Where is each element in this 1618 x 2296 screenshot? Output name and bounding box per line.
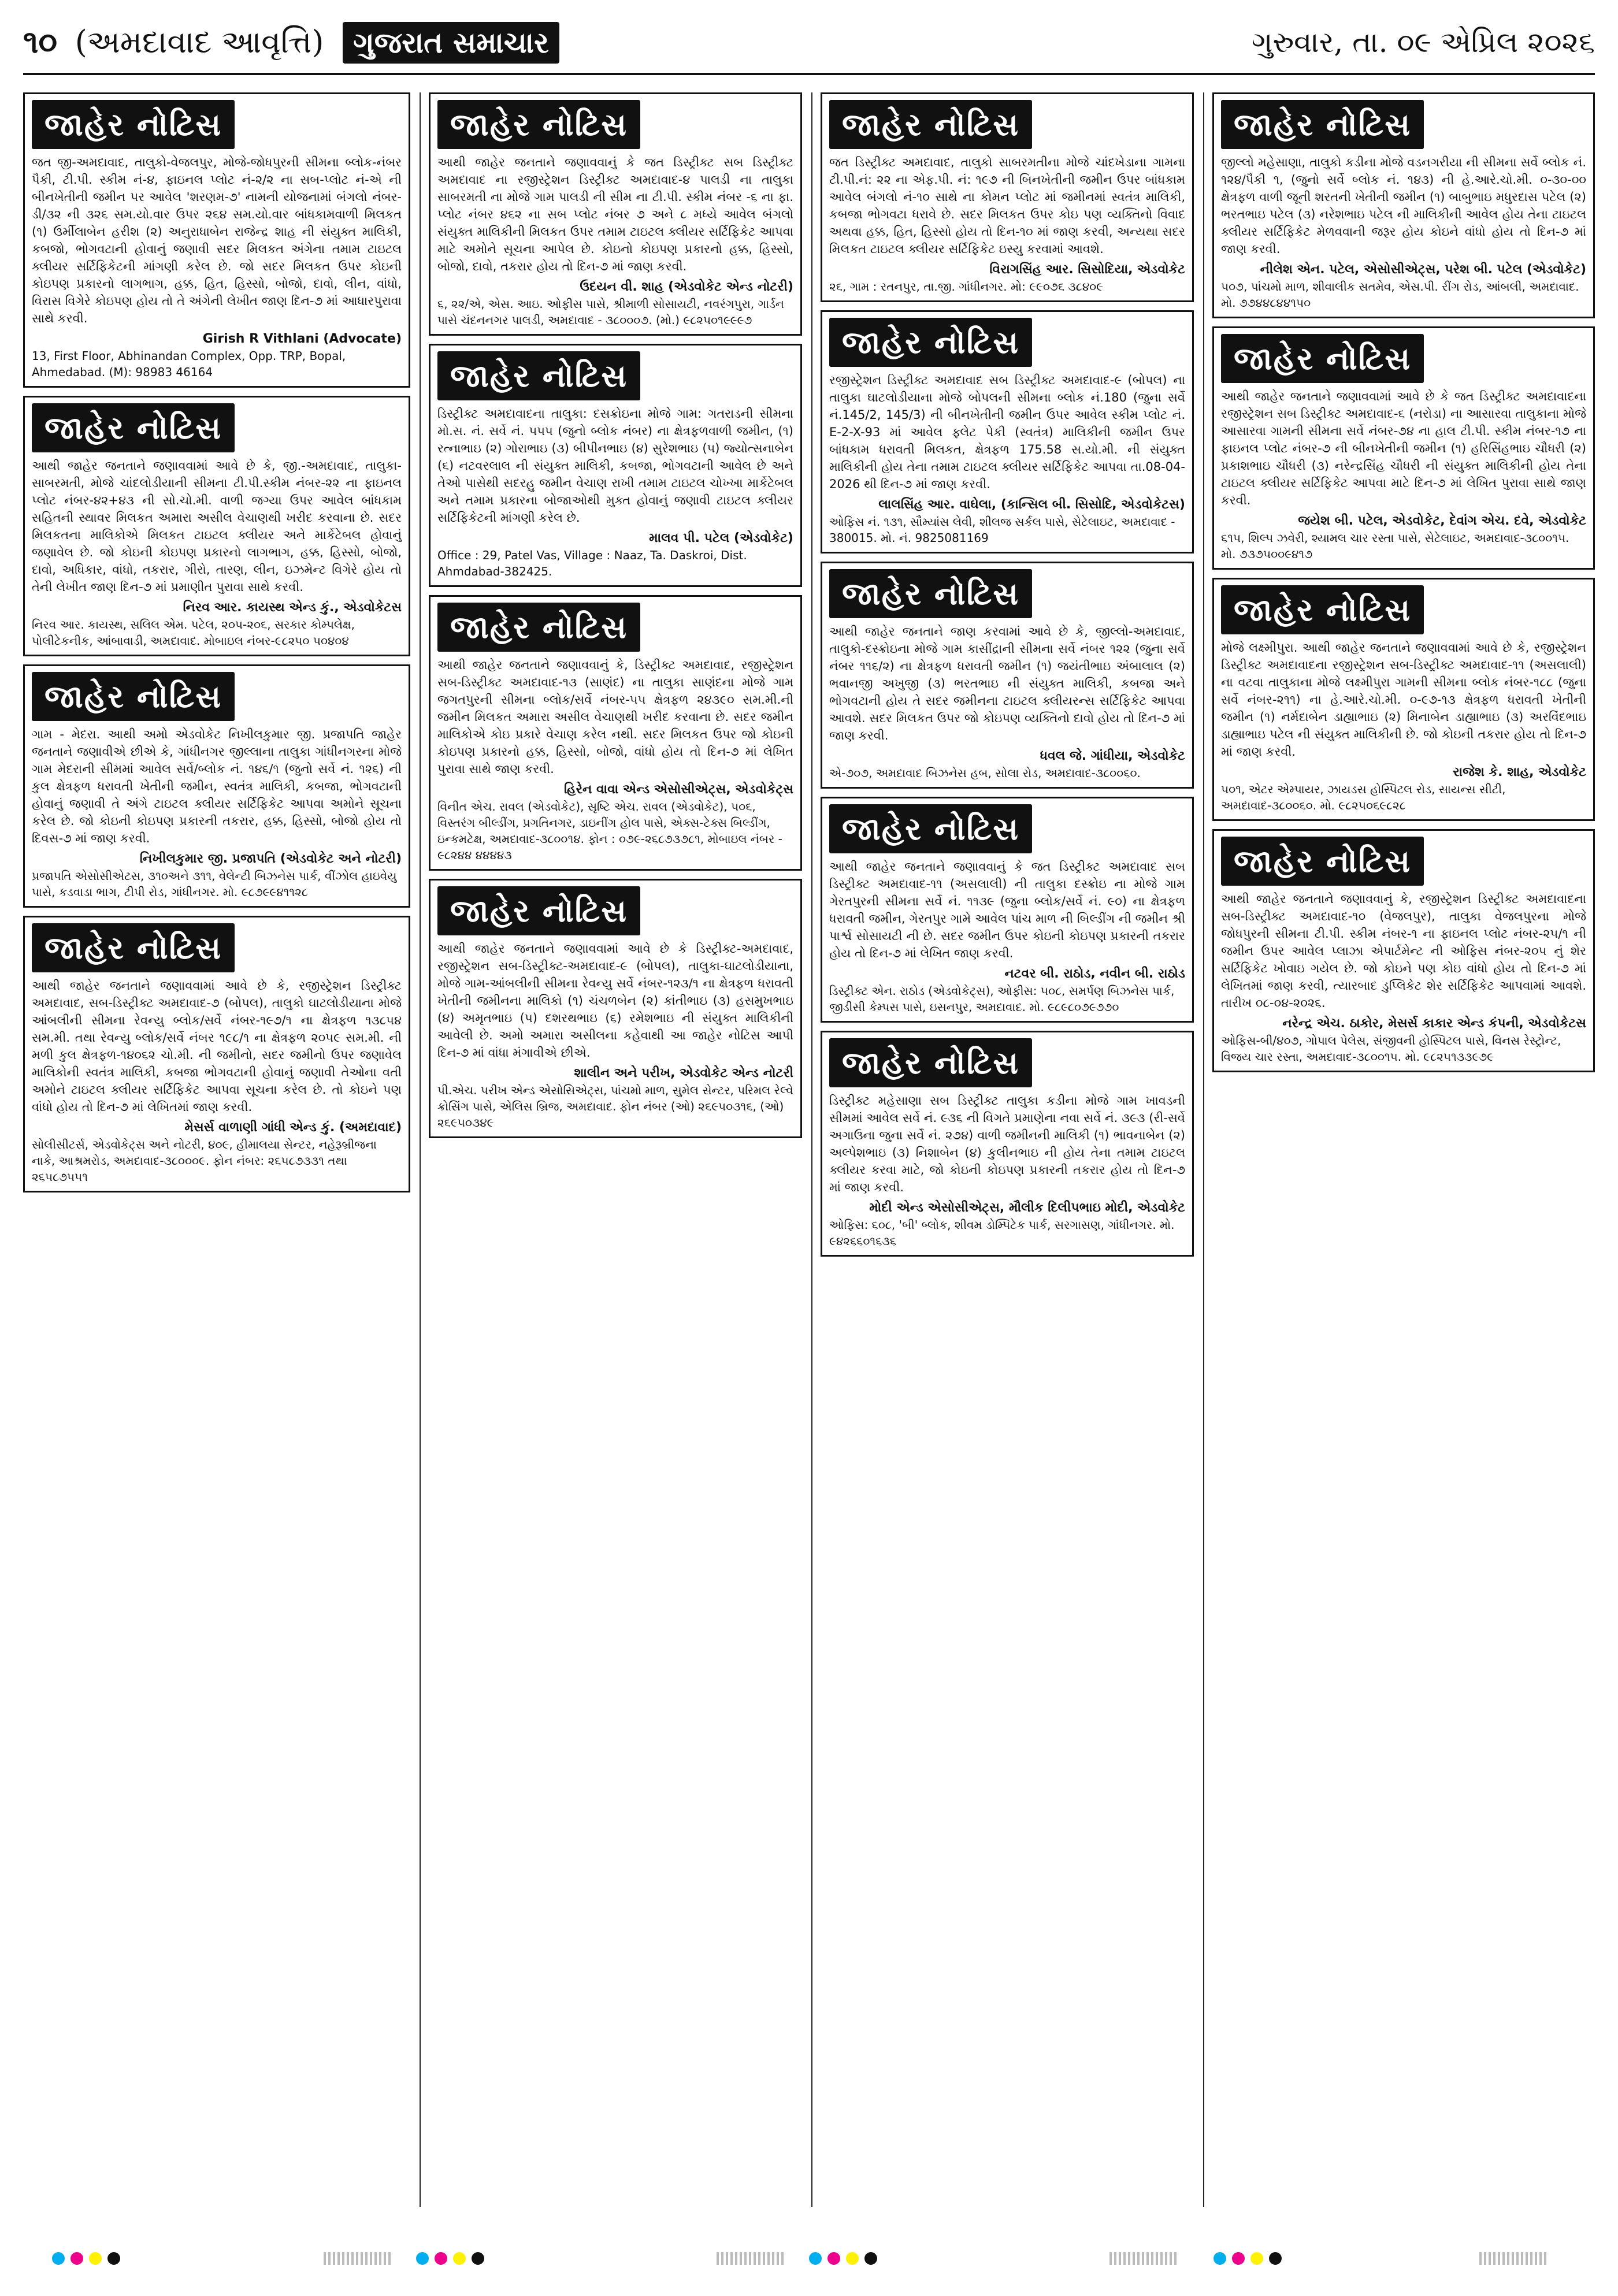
notice-signatory: નિરવ આર. કાયસ્થ એન્ડ કું., એડવોકેટસ bbox=[183, 600, 402, 615]
registration-dot bbox=[827, 2252, 840, 2265]
public-notice bbox=[821, 797, 1194, 1023]
notice-signatory: મોદી એન્ડ એસોસીએટ્સ, મૌલીક દિલીપભાઇ મોદી, એડવોકેટ bbox=[869, 1201, 1185, 1215]
registration-dot bbox=[70, 2252, 83, 2265]
notice-address: ઓફિસ નં. ૧૩૧, સૌમ્યાંસ લેવી, શીલજ સર્કલ પાસે, સેટેલાઇટ, અમદાવાદ - 380015. મો. નં. 9825081169 bbox=[829, 515, 1175, 545]
registration-dot bbox=[1250, 2252, 1263, 2265]
public-notice bbox=[429, 344, 802, 587]
notice-address: ૨૬, ગામ : રતનપુર, તા.જી. ગાંધીનગર. મો: ૯૯૦૭૬ ૩૮૪૦૯ bbox=[829, 280, 1103, 293]
notice-body: રજીસ્ટ્રેશન ડિસ્ટ્રીક્ટ અમદાવાદ સબ ડિસ્ટ્રીક્ટ અમદાવાદ-૯ (બોપલ) ના તાલુકા ઘાટલોડીયાના મોજે બોપલની સીમના બ્લોક નં.180 (જુના સર્વે નં.145/2, 145/3) ની બીનખેતીની જમીન ઉપર આવેલ સ્કીમ પ્લોટ નં. E-2-X-93 માં આવેલ ફ્લેટ પેકી (સ્વતંત્ર) માલિકીની જમીન ઉપર બાંધકામ ધરાવતી મિલકત, ક્ષેત્રફળ 175.58 સ.યો.મી. ની સંયુક્ત માલિકીની હોય તેના તમામ ટાઇટલ ક્લીયર સર્ટિફિકેટ આપવા તા.08-04-2026 થી દિન-૭ માં જાણ કરવી. bbox=[829, 373, 1185, 491]
public-notice bbox=[1212, 92, 1595, 318]
notice-address: 13, First Floor, Abhinandan Complex, Opp. TRP, Bopal, Ahmedabad. (M): 98983 46164 bbox=[32, 349, 346, 379]
notice-address: પી.એચ. પરીખ એન્ડ એસોસિએટ્સ, પાંચમો માળ, સુમેલ સેન્ટર, પરિમલ રેલ્વે ક્રોસિંગ પાસે, એલિસ બ્રિજ, અમદાવાદ. ફોન નંબર (ઓ) ૨૬૯૫૦૩૧૬, (ઓ) ૨૬૯૫૦૩૪૯ bbox=[437, 1083, 793, 1130]
edition-label: (અમદાવાદ આવૃત્તિ) bbox=[75, 24, 324, 60]
notice-signatory: નિખીલકુમાર જી. પ્રજાપતિ (એડવોકેટ અને નોટરી) bbox=[139, 852, 402, 866]
notice-address: ૬, ૨૨/એ, એસ. આઇ. ઓફીસ પાસે, શ્રીમાળી સોસાયટી, નવરંગપુરા, ગાર્ડન પાસે ચંદનનગર પાલડી, અમદાવાદ - ૩૮૦૦૦૭. (મો.) ૯૮૨૫૦૧૯૯૯૭ bbox=[437, 297, 784, 327]
column-2 bbox=[429, 92, 802, 2207]
registration-dot bbox=[89, 2252, 102, 2265]
notice-body: આથી જાહેર જનતાને જણાવવામાં આવે છે કે જત ડિસ્ટ્રીક્ટ અમદાવાદના રજીસ્ટ્રેશન સબ ડિસ્ટ્રીક્ટ અમદાવાદ-૬ (નરોડા) ના આસારવા તાલુકાના મોજે આસારવા ગામની સીમના સર્વે નંબર-૭૪ ના હાલ ટી.પી. સ્કીમ નંબર-૧૭ ના ફાઇનલ પ્લોટ નંબર-૭ ની બીનખેતીની જમીન (૧) હરિસિંહભાઇ ચૌધરી (૨) પ્રકાશભાઇ ચૌધરી (૩) નરેન્દ્રસિંહ ચૌધરી ની સંયુક્ત માલિકીની હોય તેના ટાઇટલ ક્લીયર સર્ટિફિકેટ આપવા માટે દિન-૭ માં લેખિત પુરાવા સાથે જાણ કરવી. bbox=[1221, 389, 1586, 507]
notice-signatory: નીલેશ એન. પટેલ, એસોસીએટ્સ, પરેશ બી. પટેલ (એડવોકેટ) bbox=[1260, 262, 1586, 277]
issue-date: ગુરુવાર, તા. ૦૯ એપ્રિલ ૨૦૨૬ bbox=[1252, 25, 1595, 59]
column-3 bbox=[821, 92, 1194, 2207]
notice-signatory: વિરાગસિંહ આર. સિસોદિયા, એડવોકેટ bbox=[989, 262, 1185, 277]
notice-heading: જાહેર નોટિસ bbox=[829, 804, 1032, 853]
notice-address: એ-૭૦૭, અમદાવાદ બિઝનેસ હબ, સોલા રોડ, અમદાવાદ-૩૮૦૦૬૦. bbox=[829, 766, 1141, 780]
notice-body: આથી જાહેર જનતાને જણાવવામાં આવે છે કે ડિસ્ટ્રીક્ટ-અમદાવાદ, રજીસ્ટ્રેશન સબ-ડિસ્ટ્રીક્ટ-અમદાવાદ-૯ (બોપલ), તાલુકા-ઘાટલોડીયાના, મોજે ગામ-આંબલીની સીમના રેવન્યુ સર્વે નંબર-૧૨૩/૧ ના ક્ષેત્રફળ ધરાવતી ખેતીની જમીનના માલિકો (૧) ચંચળબેન (૨) કાંતીભાઇ (૩) હસમુખભાઇ (૪) અમૃતભાઇ (૫) દશરથભાઇ (૬) રમેશભાઇ ની સંયુક્ત માલિકીની આવેલી છે. અમો અમારા અસીલના કહેવાથી આ જાહેર નોટિસ આપી દિન-૭ માં વાંધા મંગાવીએ છીએ. bbox=[437, 942, 793, 1060]
public-notice bbox=[821, 310, 1194, 553]
notice-signatory: લાલસિંહ આર. વાઘેલા, (કાન્સિલ બી. સિસોદિ, એડવોકેટસ) bbox=[878, 497, 1185, 512]
registration-dot bbox=[1232, 2252, 1245, 2265]
registration-dot bbox=[472, 2252, 484, 2265]
public-notice bbox=[23, 396, 410, 656]
public-notice bbox=[821, 92, 1194, 302]
notice-address: ડિસ્ટ્રીક્ટ એન. રાઠોડ (એડવોકેટ્સ), ઓફીસ: ૫૦૮, સમર્પણ બિઝનેસ પાર્ક, જીડીસી કેમ્પસ પાસે, ઇસનપુર, અમદાવાદ. મો. ૯૮૯૮૦૭૯૭૭૦ bbox=[829, 984, 1175, 1014]
notice-signatory: મેસર્સ વાળાણી ગાંધી એન્ડ કું. (અમદાવાદ) bbox=[184, 1120, 402, 1135]
notice-body: ગામ - મેદરા. આથી અમો એડવોકેટ નિખીલકુમાર જી. પ્રજાપતિ જાહેર જનતાને જણાવીએ છીએ કે, ગાંધીનગર જીલ્લાના તાલુકા ગાંધીનગરના મોજે ગામ મેદરાની સીમમાં આવેલ સર્વે/બ્લોક નં. ૧૪૬/૧ (જુનો સર્વે નં. ૧૨૬) ની કુલ ક્ષેત્રફળ ધરાવતી ખેતીની જમીન, સ્વતંત્ર માલિકી, કબજા, ભોગવટાની હોવાનું જણાવી તે અંગે ટાઇટલ ક્લીયર સર્ટિફિકેટ આપવા અમોને સૂચના કરેલ છે. જો કોઇની કોઇપણ પ્રકારની તકરાર, હક્ક, હિસ્સો, બોજો હોય તો દિવસ-૭ માં જાણ કરવી. bbox=[32, 727, 402, 845]
notice-address: પ્રજાપતિ એસોસીએટસ, ૩૧૦અને ૩૧૧, વેલેન્ટી બિઝનેસ પાર્ક, વીંઝોલ હાઇવેયુ પાસે, કડવાડા ભાગ, ટીપી રોડ, ગાંધીનગર. મો. ૯૮૭૯૯૪૧૧૨૮ bbox=[32, 869, 397, 899]
print-registration-strip bbox=[0, 2242, 1618, 2276]
notice-heading: જાહેર નોટિસ bbox=[829, 100, 1032, 149]
notice-signatory: શાલીન અને પરીખ, એડવોકેટ એન્ડ નોટરી bbox=[574, 1066, 793, 1080]
registration-bar bbox=[1109, 2252, 1179, 2265]
registration-bar bbox=[324, 2252, 393, 2265]
registration-bar bbox=[1479, 2252, 1549, 2265]
notice-body: આથી જાહેર જનતાને જણાવવામાં આવે છે કે, રજીસ્ટ્રેશન ડિસ્ટ્રીક્ટ અમદાવાદ, સબ-ડિસ્ટ્રીક્ટ અમદાવાદ-૭ (બોપલ), તાલુકો ઘાટલોડીયાના મોજે આંબલીની સીમના રેવન્યુ બ્લોક/સર્વે નંબર-૧૯૭/૧ ના ક્ષેત્રફળ ૧૩૮૫૪ સમ.મી. તથા રેવન્યુ બ્લોક/સર્વે નંબર ૧૯૮/૧ ના ક્ષેત્રફળ ૨૦૫૯ સમ.મી. ની મળી કુલ ક્ષેત્રફળ-૧૪૦૬૨ ચો.મી. ની જમીનો, સદર જમીનો ઉપર જણાવેલ માલિકોની સ્વતંત્ર માલિકી, કબજા ભોગવટાની હોવાનું જણાવી તેઓના વતી અમોને ટાઇટલ ક્લીયર સર્ટિફિકેટ આપવા સૂચના કરેલ છે. તો કોઇને પણ વાંધો હોય તો દિન-૭ માં લેખિતમાં જાણ કરવી. bbox=[32, 979, 402, 1114]
notice-body: આથી જાહેર જનતાને જણાવવાનું કે, રજીસ્ટ્રેશન ડિસ્ટ્રીક્ટ અમદાવાદના સબ-ડિસ્ટ્રીક્ટ અમદાવાદ-૧૦ (વેજલપુર), તાલુકા વેજલપુરના મોજે જોધપુરની સીમના ટી.પી. સ્કીમ નંબર-૧ ના ફાઇનલ પ્લોટ નંબર-૨૫/૧ ની જમીન ઉપર આવેલ પ્લાઝા એપાર્ટમેન્ટ ની ઓફિસ નંબર-૨૦૫ નું શેર સર્ટિફિકેટ ખોવાઇ ગયેલ છે. જો કોઇને પણ કોઇ વાંધો હોય તો દિન-૭ માં લેખિતમાં જાણ કરવી, ત્યારબાદ ડુપ્લિકેટ શેર સર્ટિફિકેટ આપવામાં આવશે. તારીખ ૦૮-૦૪-૨૦૨૬. bbox=[1221, 892, 1586, 1010]
notice-address: ઓફિસ-બી/૪૦૭, ગોપાલ પેલેસ, સંજીવની હોસ્પિટલ પાસે, વિનસ રેસ્ટ્રોન્ટ, વિજય ચાર રસ્તા, અમદાવાદ-૩૮૦૦૧૫. મો. ૯૮૨૫૧૩૩૯૭૯ bbox=[1221, 1034, 1561, 1064]
column-4 bbox=[1212, 92, 1595, 2207]
registration-dot bbox=[1269, 2252, 1282, 2265]
notice-body: જીલ્લો મહેસાણા, તાલુકો કડીના મોજે વડનગરીયા ની સીમના સર્વે બ્લોક નં. ૧૨૪/પૈકી ૧, (જુનો સર્વે બ્લોક નં. ૧૪૩) ની હે.આરે.ચો.મી. ૦-૩૦-૦૦ ક્ષેત્રફળ વાળી જૂની શરતની ખેતીની જમીન (૧) બાબુભાઇ મધુરદાસ પટેલ (૨) ભરતભાઇ પટેલ (૩) નરેશભાઇ પટેલ ની માલિકીની આવેલ હોય તેના ટાઇટલ ક્લીયર સર્ટિફિકેટ મેળવવાની જરૂર હોય કોઇને વાંધો હોય તો દિન-૭ માં જાણ કરવી. bbox=[1221, 155, 1586, 256]
notice-heading: જાહેર નોટિસ bbox=[32, 100, 235, 149]
page-number: ૧૦ bbox=[23, 23, 57, 60]
notice-signatory: રાજેશ કે. શાહ, એડવોકેટ bbox=[1453, 765, 1586, 779]
notice-heading: જાહેર નોટિસ bbox=[437, 886, 640, 935]
notice-signatory: હિરેન વાવા એન્ડ એસોસીએટ્સ, એડવોકેટ્સ bbox=[563, 782, 793, 797]
notice-signatory: નરેન્દ્ર એચ. ઠાકોર, મેસર્સ કાકાર એન્ડ કંપની, એડવોકેટસ bbox=[1282, 1016, 1586, 1031]
notice-address: સોલીસીટર્સ, એડવોકેટ્સ અને નોટરી, ૪૦૯, હીમાલયા સેન્ટર, નહેરૂબ્રીજના નાકે, આશ્રમરોડ, અમદાવાદ-૩૮૦૦૦૯. ફોન નંબર: ૨૬૫૮૭૩૩૧ તથા ૨૬૫૮૭૫૫૧ bbox=[32, 1138, 377, 1184]
notice-signatory: માલવ પી. પટેલ (એડવોકેટ) bbox=[649, 531, 793, 545]
notice-signatory: જયેશ બી. પટેલ, એડવોકેટ, દેવાંગ એચ. દવે, એડવોકેટ bbox=[1298, 514, 1586, 528]
notice-body: આથી જાહેર જનતાને જણાવવામાં આવે છે કે, જી.-અમદાવાદ, તાલુકા-સાબરમતી, મોજે ચાંદલોડીયાની સીમના ટી.પી.સ્કીમ નંબર-૨૨ ના ફાઇનલ પ્લોટ નંબર-૪૨+૪૩ ની સો.ચો.મી. વાળી જગ્યા ઉપર આવેલ બાંધકામ સહિતની સ્થાવર મિલકત અમારા અસીલ વેચાણથી ખરીદ કરવાના છે. સદર મિલકતના માલિકોએ મિલકત ટાઇટલ ક્લીયર અને માર્કેટેબલ હોવાનું જણાવેલ છે. જો કોઇની કોઇપણ પ્રકારનો લાગભાગ, હક્ક, હિસ્સો, બોજો, દાવો, અધિકાર, વાંધો, તકરાર, ગીરો, તારણ, લીન, ઇઝમેન્ટ વિગેરે હોય તો તેની લેખીત જાણ દિન-૭ માં પ્રમાણીત પુરાવા સાથે કરવી. bbox=[32, 459, 402, 594]
registration-dot bbox=[1214, 2252, 1226, 2265]
notice-address: ૬૧૫, શિલ્પ ઝવેરી, શ્યામલ ચાર રસ્તા પાસે, સેટેલાઇટ, અમદાવાદ-૩૮૦૦૧૫. મો. ૭૩૭૫૦૦૯૪૧૭ bbox=[1221, 531, 1569, 561]
public-notice bbox=[821, 1031, 1194, 1257]
public-notice bbox=[821, 562, 1194, 789]
public-notice bbox=[429, 595, 802, 871]
registration-dot bbox=[435, 2252, 447, 2265]
column-1 bbox=[23, 92, 410, 2207]
notice-body: જત ડિસ્ટ્રીક્ટ અમદાવાદ, તાલુકો સાબરમતીના મોજે ચાંદખેડાના ગામના ટી.પી.નં: ૨૨ ના એફ.પી. નં: ૧૯૭ ની બિનખેતીની જમીન ઉપર બાંધકામ આવેલ બંગલો નં-૧૦ સાથે ના કોમન પ્લોટ માં જમીનમાં સ્વતંત્ર માલિકી, કબજા ભોગવટા ધરાવે છે. સદર મિલકત ઉપર કોઇ પણ વ્યક્તિનો વિવાદ અથવા હક્ક, હિત, હિસ્સો હોય તો દિન-૧૦ માં જાણ કરવી, અન્યથા સદર મિલકત ટાઇટલ ક્લીયર સર્ટિફિકેટ ઇસ્યુ કરવામાં આવશે. bbox=[829, 155, 1185, 256]
notice-address: ઓફિસ: ૬૦૮, 'બી' બ્લોક, શીવમ ડોમ્પિટેક પાર્ક, સરગાસણ, ગાંધીનગર. મો. ૯૪૨૬૬૦૧૬૩૬ bbox=[829, 1218, 1175, 1248]
notice-body: મોજે લક્ષ્મીપુરા. આથી જાહેર જનતાને જણાવવામાં આવે છે કે, રજીસ્ટ્રેશન ડિસ્ટ્રીક્ટ અમદાવાદના રજીસ્ટ્રેશન સબ-ડિસ્ટ્રીક્ટ અમદાવાદ-૧૧ (અસલાલી) ના વટવા તાલુકાના મોજે લક્ષ્મીપુરા ગામની સીમના બ્લોક નંબર-૧૮૮ (જુના સર્વે નંબર-૨૧૧) ના હે.આરે.ચો.મી. ૦-૯૭-૧૩ ક્ષેત્રફળ ધરાવતી ખેતીની જમીન (૧) નર્મદાબેન ડાહ્યાભાઇ (૨) મિનાબેન ડાહ્યાભાઇ (૩) અરવિંદભાઇ ડાહ્યાભાઇ પટેલ ની સંયુક્ત માલિકીની છે. જો કોઇની તકરાર હોય તો દિન-૭ માં જાણ કરવી. bbox=[1221, 641, 1586, 759]
notice-body: આથી જાહેર જનતાને જાણ કરવામાં આવે છે કે, જીલ્લો-અમદાવાદ, તાલુકો-દસ્ક્રોઇના મોજે ગામ કાસીંદ્રાની સીમના સર્વે નંબર ૧૨૨ (જુના સર્વે નંબર ૧૧૬/૨) ના ક્ષેત્રફળ ધરાવતી જમીન (૧) જયંતીભાઇ અંબાલાલ (૨) ભવાનજી અખુજી (૩) ભરતભાઇ ની સંયુક્ત માલિકી, કબજા અને ભોગવટાની હોય તે સદર જમીનના ટાઇટલ ક્લીયરન્સ સર્ટિફિકેટ આપવા આવશે. સદર મિલકત ઉપર જો કોઇપણ વ્યક્તિનો દાવો હોય તો દિન-૭ માં જાણ કરવી. bbox=[829, 625, 1185, 742]
notice-heading: જાહેર નોટિસ bbox=[829, 1038, 1032, 1087]
column-divider bbox=[420, 92, 421, 2207]
registration-dot bbox=[809, 2252, 822, 2265]
public-notice bbox=[1212, 829, 1595, 1072]
notice-heading: જાહેર નોટિસ bbox=[437, 603, 640, 652]
newspaper-logo: ગુજરાત સમાચાર bbox=[343, 22, 559, 64]
notice-address: ૫૦૧, એટર એમ્પાયર, ઝાયડસ હોસ્પિટલ રોડ, સાયન્સ સીટી, અમદાવાદ-૩૮૦૦૬૦. મો. ૯૮૨૫૦૬૯૮૨૮ bbox=[1221, 782, 1506, 812]
public-notice bbox=[429, 92, 802, 336]
notice-heading: જાહેર નોટિસ bbox=[1221, 585, 1424, 634]
notice-body: આથી જાહેર જનતાને જણાવવાનું કે જત ડિસ્ટ્રીક્ટ અમદાવાદ સબ ડિસ્ટ્રીક્ટ અમદાવાદ-૧૧ (અસલાલી) ની તાલુકા દસ્ક્રોઇ ના મોજે ગામ ગેરતપુરની સીમના સર્વે નં. ૧૧૩૯ (જુના બ્લોક/સર્વે નં. ૯૦) ના ક્ષેત્રફળ ધરાવતી જમીન, ગેરતપુર ગામે આવેલ પાંચ માળ ની બિલ્ડીંગ ની જમીન શ્રી પાર્શ્વ સોસાયટી ની છે. સદર જમીન ઉપર કોઇની કોઇપણ પ્રકારની તકરાર હોય તો દિન-૭ માં લેખિત જાણ કરવી. bbox=[829, 860, 1185, 960]
notice-heading: જાહેર નોટિસ bbox=[1221, 100, 1424, 149]
public-notice bbox=[23, 916, 410, 1192]
registration-dot bbox=[107, 2252, 120, 2265]
notice-address: નિરવ આર. કાયસ્થ, સલિલ એમ. પટેલ, ૨૦૫-૨૦૬, સરકાર કોમ્પલેક્ષ, પોલીટેકનીક, આંબાવાડી, અમદાવાદ. મોબાઇલ નંબર-૯૮૨૫૦ ૫૦૪૦૪ bbox=[32, 618, 355, 648]
notice-body: ડિસ્ટ્રીક્ટ મહેસાણા સબ ડિસ્ટ્રીક્ટ તાલુકા કડીના મોજે ગામ ખાવડની સીમમાં આવેલ સર્વે નં. ૯૩૬ ની વિગતે પ્રમાણેના નવા સર્વે નં. ૩૯૩ (રી-સર્વે અગાઉના જુના સર્વે નં. ૨૭૪) વાળી જમીનની માલિકી (૧) ભાવનાબેન (૨) અલ્પેશભાઇ (૩) નિશાબેન (૪) કુલીનભાઇ ની હોય તેના તમામ ટાઇટલ ક્લીયર કરવા માટે, જો કોઇની કોઇપણ પ્રકારની તકરાર હોય તો દિન-૭ માં જાણ કરવી. bbox=[829, 1094, 1185, 1194]
public-notice bbox=[1212, 578, 1595, 821]
notice-body: આથી જાહેર જનતાને જણાવવાનું કે, ડિસ્ટ્રીક્ટ અમદાવાદ, રજીસ્ટ્રેશન સબ-ડિસ્ટ્રીક્ટ અમદાવાદ-૧૩ (સાણંદ) ના તાલુકા સાણંદના મોજે ગામ જગતપુરની સીમના બ્લોક/સર્વે નંબર-૫૫ ક્ષેત્રફળ ૨૪૩૯૦ સમ.મી.ની જમીન મિલકત અમારા અસીલ વેચાણથી ખરીદ કરવાના છે. સદર જમીન માલિકોએ કોઇ પ્રકારે વેચાણ કરેલ નથી. સદર મિલકત ઉપર જો કોઇની કોઇપણ પ્રકારનો હક્ક, હિસ્સો, બોજો, વાંધો હોય તો દિન-૭ માં લેખિત પુરાવા સાથે જાણ કરવી. bbox=[437, 658, 793, 776]
notice-heading: જાહેર નોટિસ bbox=[437, 351, 640, 400]
notice-heading: જાહેર નોટિસ bbox=[32, 672, 235, 721]
registration-dot bbox=[416, 2252, 429, 2265]
notice-signatory: ધવલ જે. ગાંધીયા, એડવોકેટ bbox=[1040, 749, 1185, 763]
registration-dot bbox=[453, 2252, 466, 2265]
notice-body: ડિસ્ટ્રીક્ટ અમદાવાદના તાલુકા: દસક્રોઇના મોજે ગામ: ગતરાડની સીમના મો.સ. નં. સર્વે નં. ૫૫૫ (જુનો બ્લોક નંબર) ના ક્ષેત્રફળવાળી જમીન, (૧) રત્નાભાઇ (૨) ગોરાભાઇ (૩) બીપીનભાઇ (૪) સુરેશભાઇ (૫) જ્યોત્સનાબેન (૬) નટવરલાલ ની સંયુક્ત માલિકી, કબજા, ભોગવટાની આવેલ છે અને તેઓ પાસેથી સદરહુ જમીન વેચાણ રાખી તમામ ટાઇટલ ચોખ્ખા માર્કેટેબલ અને તમામ પ્રકારના બોજાઓથી મુક્ત હોવાનું જણાવી ટાઇટલ ક્લીયર સર્ટિફિકેટની માંગણી કરેલ છે. bbox=[437, 407, 793, 525]
public-notice bbox=[23, 664, 410, 908]
notice-heading: જાહેર નોટિસ bbox=[1221, 334, 1424, 383]
notice-signatory: નટવર બી. રાઠોડ, નવીન બી. રાઠોડ bbox=[1004, 967, 1185, 981]
column-divider bbox=[811, 92, 812, 2207]
notice-heading: જાહેર નોટિસ bbox=[32, 923, 235, 972]
notice-heading: જાહેર નોટિસ bbox=[1221, 837, 1424, 886]
notice-heading: જાહેર નોટિસ bbox=[437, 100, 640, 149]
notice-heading: જાહેર નોટિસ bbox=[32, 403, 235, 452]
public-notice bbox=[429, 879, 802, 1138]
notice-address: Office : 29, Patel Vas, Village : Naaz, Ta. Daskroi, Dist. Ahmdabad-382425. bbox=[437, 548, 747, 578]
notice-signatory: Girish R Vithlani (Advocate) bbox=[202, 332, 402, 346]
notice-heading: જાહેર નોટિસ bbox=[829, 318, 1032, 367]
public-notice bbox=[1212, 326, 1595, 570]
registration-dot bbox=[864, 2252, 877, 2265]
public-notice bbox=[23, 92, 410, 388]
notice-heading: જાહેર નોટિસ bbox=[829, 569, 1032, 618]
page-header bbox=[23, 12, 1595, 75]
notice-address: વિનીત એચ. રાવલ (એડવોકેટ), સૃષ્ટિ એચ. રાવલ (એડવોકેટ), ૫૦૬, વિસ્તરંગ બીલ્ડીંગ, પ્રગતિનગર, ડાઇનીંગ હોલ પાસે, એક્સ-ટેક્સ બિલ્ડીંગ, ઇન્કમટેક્ષ, અમદાવાદ-૩૮૦૦૧૪. ફોન : ૦૭૯-૨૬૮૭૩૭૮૧, મોબાઇલ નંબર - ૯૮૨૪૪ ૪૪૪૪૩ bbox=[437, 800, 782, 862]
notice-body: જત જી-અમદાવાદ, તાલુકો-વેજલપુર, મોજે-જોધપુરની સીમના બ્લોક-નંબર પૈકી, ટી.પી. સ્કીમ નં-૪, ફાઇનલ પ્લોટ નં-૨/૨ ના સબ-પ્લોટ નં-એ ની બીનખેતીની જમીન પર આવેલ 'શરણમ-૭' નામની યોજનામાં બંગલો નંબર-ડી/૩૨ ની ૩૨૬ સમ.યો.વાર ઉપર ૨૬૪ સમ.યો.વાર બાંધકામવાળી મિલકત (૧) ઉર્મીલાબેન હરીશ (૨) અનુરાધાબેન રાજેન્દ્ર શાહ ની સંયુક્ત માલિકી, કબજો, ભોગવટાની હોવાનું જણાવી સદર મિલકત અંગેના તમામ ટાઇટલ ક્લીયર સર્ટિફિકેટની માંગણી કરેલ છે. જો સદર મિલકત ઉપર કોઇની કોઇપણ પ્રકારનો લાગભાગ, હક્ક, હિત, હિસ્સો, બોજો, દાવો, લીન, વાંધો, વિરાસ વિગેરે કોઇપણ હોય તો તે અંગેની લેખીત જાણ દિન-૭ માં આધારપુરાવા સાથે કરવી. bbox=[32, 155, 402, 325]
registration-bar bbox=[717, 2252, 786, 2265]
registration-dot bbox=[52, 2252, 65, 2265]
registration-dot bbox=[846, 2252, 859, 2265]
notice-address: ૫૦૭, પાંચમો માળ, શીવાલીક સતમેવ, એસ.પી. રીંગ રોડ, આંબલી, અમદાવાદ. મો. ૭૭૪૪૮૪૪૧૫૦ bbox=[1221, 280, 1579, 310]
header-left bbox=[23, 22, 559, 64]
column-divider bbox=[1203, 92, 1204, 2207]
notice-body: આથી જાહેર જનતાને જણાવવાનું કે જત ડિસ્ટ્રીક્ટ સબ ડિસ્ટ્રીક્ટ અમદાવાદ ના રજીસ્ટ્રેશન ડિસ્ટ્રીક્ટ અમદાવાદ-૪ પાલડી ના તાલુકા સાબરમતી ના મોજે ગામ પાલડી ની સીમ ના ટી.પી. સ્કીમ નંબર -૬ ના ફા. પ્લોટ નંબર ૪૬૨ ના સબ પ્લોટ નંબર ૭ અને ૮ મધ્યે આવેલ બંગલો સંયુક્ત માલિકીની મિલકત ઉપર તમામ ટાઇટલ ક્લીયર સર્ટિફિકેટ આપવા માટે અમોને સૂચના આપેલ છે. કોઇનો કોઇપણ પ્રકારનો હક્ક, હિસ્સો, બોજો, દાવો, તકરાર હોય તો દિન-૭ માં જાણ કરવી. bbox=[437, 155, 793, 273]
notice-signatory: ઉદયન વી. શાહ (એડવોકેટ એન્ડ નોટરી) bbox=[580, 280, 793, 294]
